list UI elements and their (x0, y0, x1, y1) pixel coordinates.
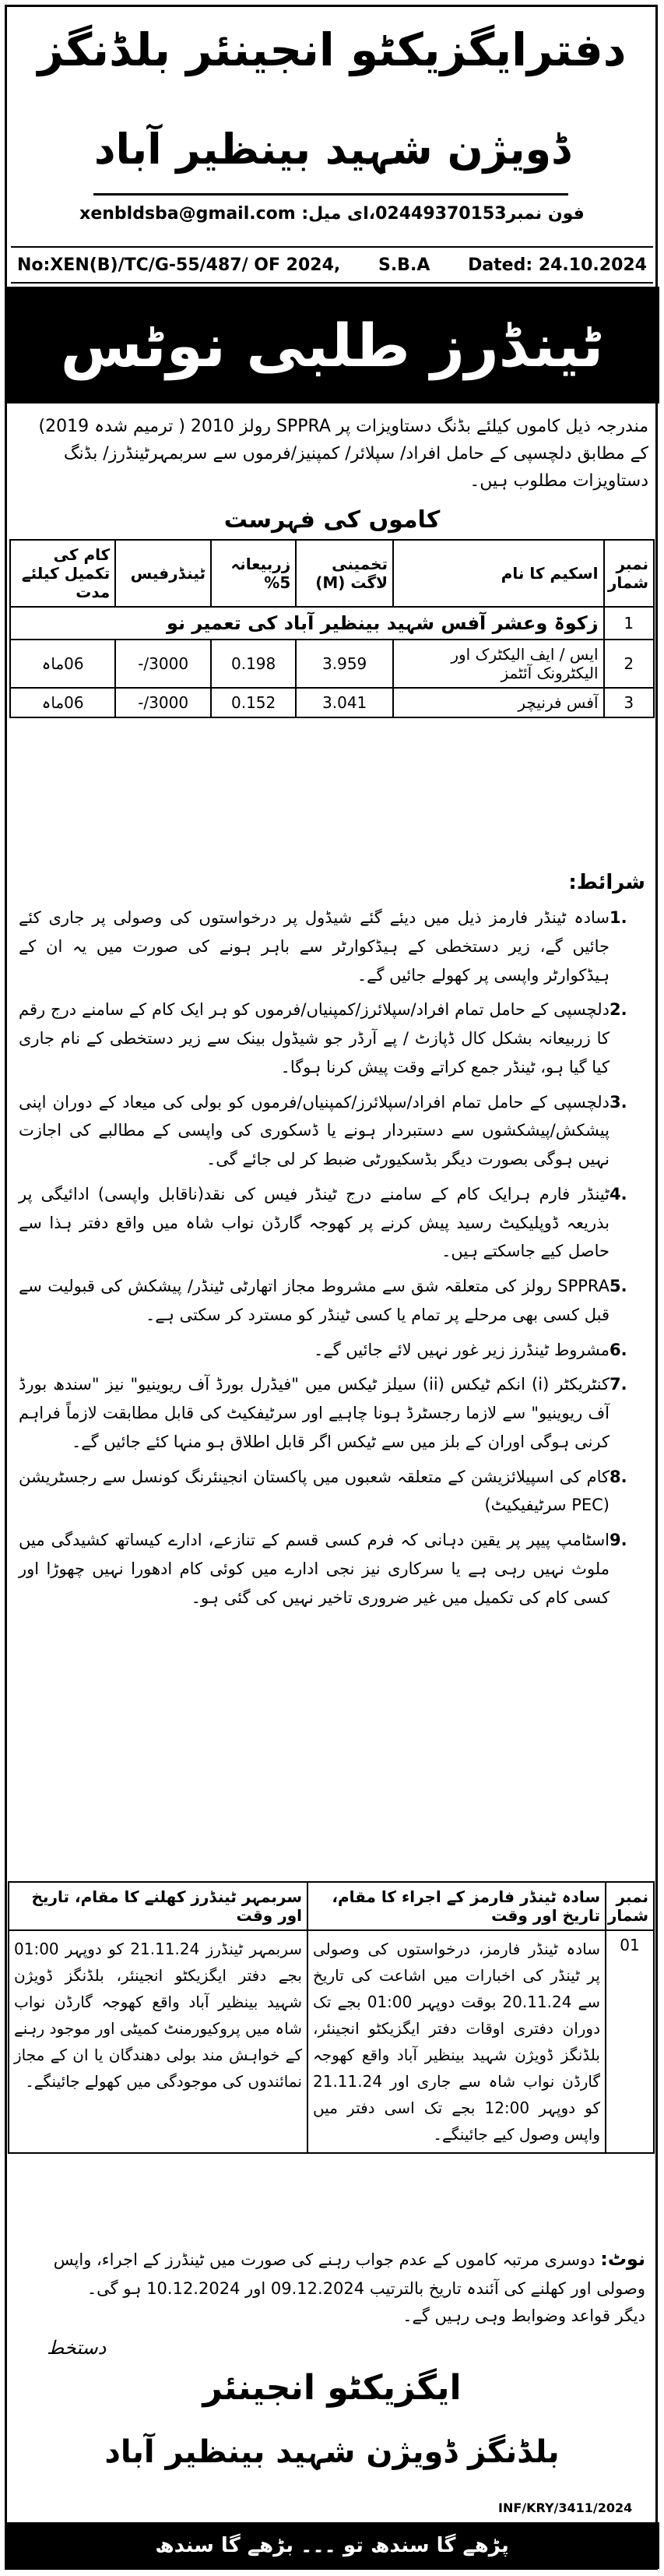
col-scheme: اسکیم کا نام (393, 540, 603, 607)
signatory-title: ایگزیکٹو انجینئر (202, 2368, 462, 2408)
col-serial: نمبر شمار (604, 540, 654, 607)
row-earnest: 0.152 (211, 688, 296, 717)
row-cost: 3.041 (296, 688, 393, 717)
condition-number: 5. (610, 1277, 627, 1295)
condition-number: 8. (610, 1467, 627, 1486)
row-number: 2 (604, 640, 654, 688)
table-row (9, 1930, 654, 2153)
condition-text: کام کی اسپیلائزیشن کے متعلقہ شعبوں میں پاکستان انجینئرنگ کونسل سے رجسٹریشن (PEC سرٹیفیکیٹ) (19, 1467, 610, 1515)
condition-number: 7. (610, 1375, 627, 1394)
condition-number: 9. (610, 1531, 627, 1549)
note-text: دوسری مرتبہ کاموں کے عدم جواب رہنے کی صورت میں ٹینڈرز کے اجراء، واپس وصولی اور کھلنے کی آئندہ تاریخ بالترتیب 09.12.2024 اور 10.12.2024 ہو گی۔ (53, 2250, 645, 2298)
opening-details: سربمہر ٹینڈرز 21.11.24 کو دوپہر 01:00 بجے دفتر ایگزیکٹو انجینئر، بلڈنگز ڈویژن شہید بینظیر آباد واقع کھوجہ گارڈن نواب شاہ میں پروکیورمنٹ کمیٹی اور موجود رہنے کے خواہش مند بولی دھندگان یا ان کے مجاز نمائندوں کی موجودگی میں کھولے جائینگے۔ (9, 1930, 307, 2153)
col-cost: تخمینی لاگت (M) (296, 540, 393, 607)
list-item (19, 1336, 645, 1365)
row-period: 06ماہ (10, 640, 115, 688)
condition-number: 4. (610, 1184, 627, 1203)
row-number: 3 (604, 688, 654, 717)
footer-slogan: پڑھے گا سندھ تو ۔۔۔ بڑھے گا سندھ (5, 2522, 659, 2569)
conditions-list (19, 904, 645, 1618)
condition-text: سادہ ٹینڈر فارمز ذیل میں دیئے گئے شیڈول پر درخواستوں کی وصولی پر جاری کئے جائیں گے، زیر دستخطی کے ہیڈکوارٹر سے باہر ہونے کی صورت میں یہ ان کے ہیڈکوارٹر واپسی پر کھولے جائیں گے۔ (19, 908, 610, 985)
note-label: نوٹ: (600, 2248, 645, 2270)
list-item (19, 904, 645, 989)
col-open: سربمہر ٹینڈرز کھلنے کا مقام، تاریخ اور وقت (9, 1882, 307, 1930)
conditions-heading: شرائط: (568, 871, 645, 894)
section-number: 1 (604, 607, 654, 640)
signatory-office: بلڈنگز ڈویژن شہید بینظیر آباد (104, 2434, 560, 2470)
condition-number: 2. (610, 1000, 627, 1020)
condition-number: 6. (610, 1340, 627, 1359)
office-title: دفترایگزیکٹو انجینئر بلڈنگز (37, 23, 627, 76)
inf-number: INF/KRY/3411/2024 (498, 2500, 633, 2515)
division-title: ڈویژن شہید بینظیر آباد (93, 125, 571, 174)
list-item (19, 1272, 645, 1330)
signature: دستخط (47, 2337, 107, 2359)
col-earnest: زربیعانہ 5% (211, 540, 296, 607)
section-title: زکوۃ وعشر آفس شہید بینظیر آباد کی تعمیر نو (10, 607, 604, 640)
condition-number: 1. (610, 908, 627, 927)
col-issue: سادہ ٹینڈر فارمز کے اجراء کا مقام، تاریخ اور وقت (307, 1882, 606, 1930)
condition-text: کنٹریکٹر (i) انکم ٹیکس (ii) سیلز ٹیکس میں "فیڈرل بورڈ آف ریوینیو" نیز "سندھ بورڈ آف ریوینیو" سے لازما رجسٹرڈ ہونا چاہیے اور سرٹیفکیٹ کی قابل مطابقت لازماً فراہم کرنی ہوگی اوران کے بلز میں سے ٹیکس اگر قابل اطلاق ہو منہا کئے جائیں گے۔ (19, 1375, 610, 1451)
row-period: 06ماہ (10, 688, 115, 717)
table-row (10, 640, 654, 688)
row-number: 01 (606, 1930, 654, 2153)
condition-text: مشروط ٹینڈرز زیر غور نہیں لائے جائیں گے۔ (314, 1340, 610, 1359)
header-underline (93, 193, 568, 196)
list-item (19, 1463, 645, 1521)
contact-line: فون نمبر02449370153،ای میل: xenbldsba@gmail.com (79, 204, 585, 224)
reference-line (11, 246, 653, 284)
condition-number: 3. (610, 1092, 627, 1112)
condition-text: SPPRA رولز کی متعلقہ شق سے مشروط مجاز اتھارٹی ٹینڈر/ پیشکش کی قبولیت سے قبل کسی بھی مرحلے پر تمام یا کسی ٹینڈر کو مسترد کر سکتی ہے۔ (19, 1277, 610, 1324)
row-scheme: ایس / ایف الیکٹرک اور الیکٹرونک آئٹمز (393, 640, 603, 688)
col-serial: نمبر شمار (606, 1882, 654, 1930)
note-text-2: دیگر قواعد وضوابط وہی رہیں گے۔ (402, 2306, 645, 2326)
table-row (10, 688, 654, 717)
intro-paragraph: مندرجہ ذیل کاموں کیلئے بڈنگ دستاویزات پر SPPRA رولز 2010 ( ترمیم شدہ 2019) کے مطابق دلچسپی کے حامل افراد/ سپلائر/ کمپنیز/فرموں سے سربمہرٹینڈرز/ بڈنگ دستاویزات مطلوب ہیں۔ (38, 417, 648, 492)
row-earnest: 0.198 (211, 640, 296, 688)
row-fee: 3000/- (115, 640, 211, 688)
list-item (19, 1088, 645, 1174)
schedule-table (9, 1881, 655, 2154)
reference-place: S.B.A (378, 255, 430, 275)
row-cost: 3.959 (296, 640, 393, 688)
works-header-row (10, 540, 654, 607)
list-item (19, 1526, 645, 1612)
col-fee: ٹینڈرفیس (115, 540, 211, 607)
row-scheme: آفس فرنیچر (393, 688, 603, 717)
works-table (9, 539, 655, 718)
works-section-row (10, 607, 654, 640)
condition-text: دلچسپی کے حامل تمام افراد/سپلائرز/کمپنیاں/فرموں کو بولی کی میعاد کے دوران اپنی پیشکش/پیشکشوں سے دستبردار ہونے یا ڈسکوری کی واپسی کے مطالبے کی اجازت نہیں ہوگی بصورت دیگر بڈسکیورٹی ضبط کر لی جائے گی۔ (19, 1092, 610, 1168)
list-item (19, 1370, 645, 1456)
issue-details: سادہ ٹینڈر فارمز، درخواستوں کی وصولی پر ٹینڈر کی اخبارات میں اشاعت کی تاریخ سے 20.11.24 بوقت دوپہر 01:00 بجے تک دوران دفتری اوقات دفتر ایگزیکٹو انجینئر، بلڈنگز ڈویژن شہید بینظیر آباد واقع کھوجہ گارڈن نواب شاہ سے جاری اور 21.11.24 کو دوپہر 12:00 بجے تک اسی دفتر میں واپس وصول کیے جائینگے۔ (307, 1930, 606, 2153)
note-block (19, 2243, 645, 2331)
list-item (19, 1180, 645, 1266)
col-period: کام کی تکمیل کیلئے مدت (10, 540, 115, 607)
condition-text: اسٹامپ پیپر پر یقین دہانی کہ فرم کسی قسم کے تنازعے، ادارے کیساتھ کشیدگی میں ملوث نہیں رہی ہے یا سرکاری نیز نجی ادارے میں کوئی کام ادھورا نہیں چھوڑا اور کسی کام کی تکمیل میں غیر ضروری تاخیر نہیں کی گئی ہو۔ (19, 1531, 610, 1607)
reference-number: No:XEN(B)/TC/G-55/487/ OF 2024, (17, 255, 341, 275)
notice-banner: ٹینڈرز طلبی نوٹس (5, 287, 659, 403)
list-item (19, 996, 645, 1081)
schedule-header-row (9, 1882, 654, 1930)
condition-text: دلچسپی کے حامل تمام افراد/سپلائرز/کمپنیاں/فرموں کو ہر ایک کام کے سامنے درج رقم کا زربیعانہ بشکل کال ڈپازٹ / پے آرڈر جو شیڈول بینک سے زیر دستخطی کے نام جاری کیا گیا ہو، ٹینڈر جمع کراتے وقت پیش کرنا ہوگا۔ (19, 1000, 610, 1077)
works-heading: کاموں کی فہرست (223, 506, 441, 534)
reference-date: Dated: 24.10.2024 (468, 255, 647, 275)
condition-text: ٹینڈر فارم ہرایک کام کے سامنے درج ٹینڈر فیس کی نقد(ناقابل واپسی) ادائیگی پر بذریعہ ڈوپلیکیٹ رسید پیش کرنے پر کھوجہ گارڈن نواب شاہ میں واقع دفتر ہذا سے حاصل کیے جاسکتے ہیں۔ (19, 1184, 610, 1261)
row-fee: 3000/- (115, 688, 211, 717)
